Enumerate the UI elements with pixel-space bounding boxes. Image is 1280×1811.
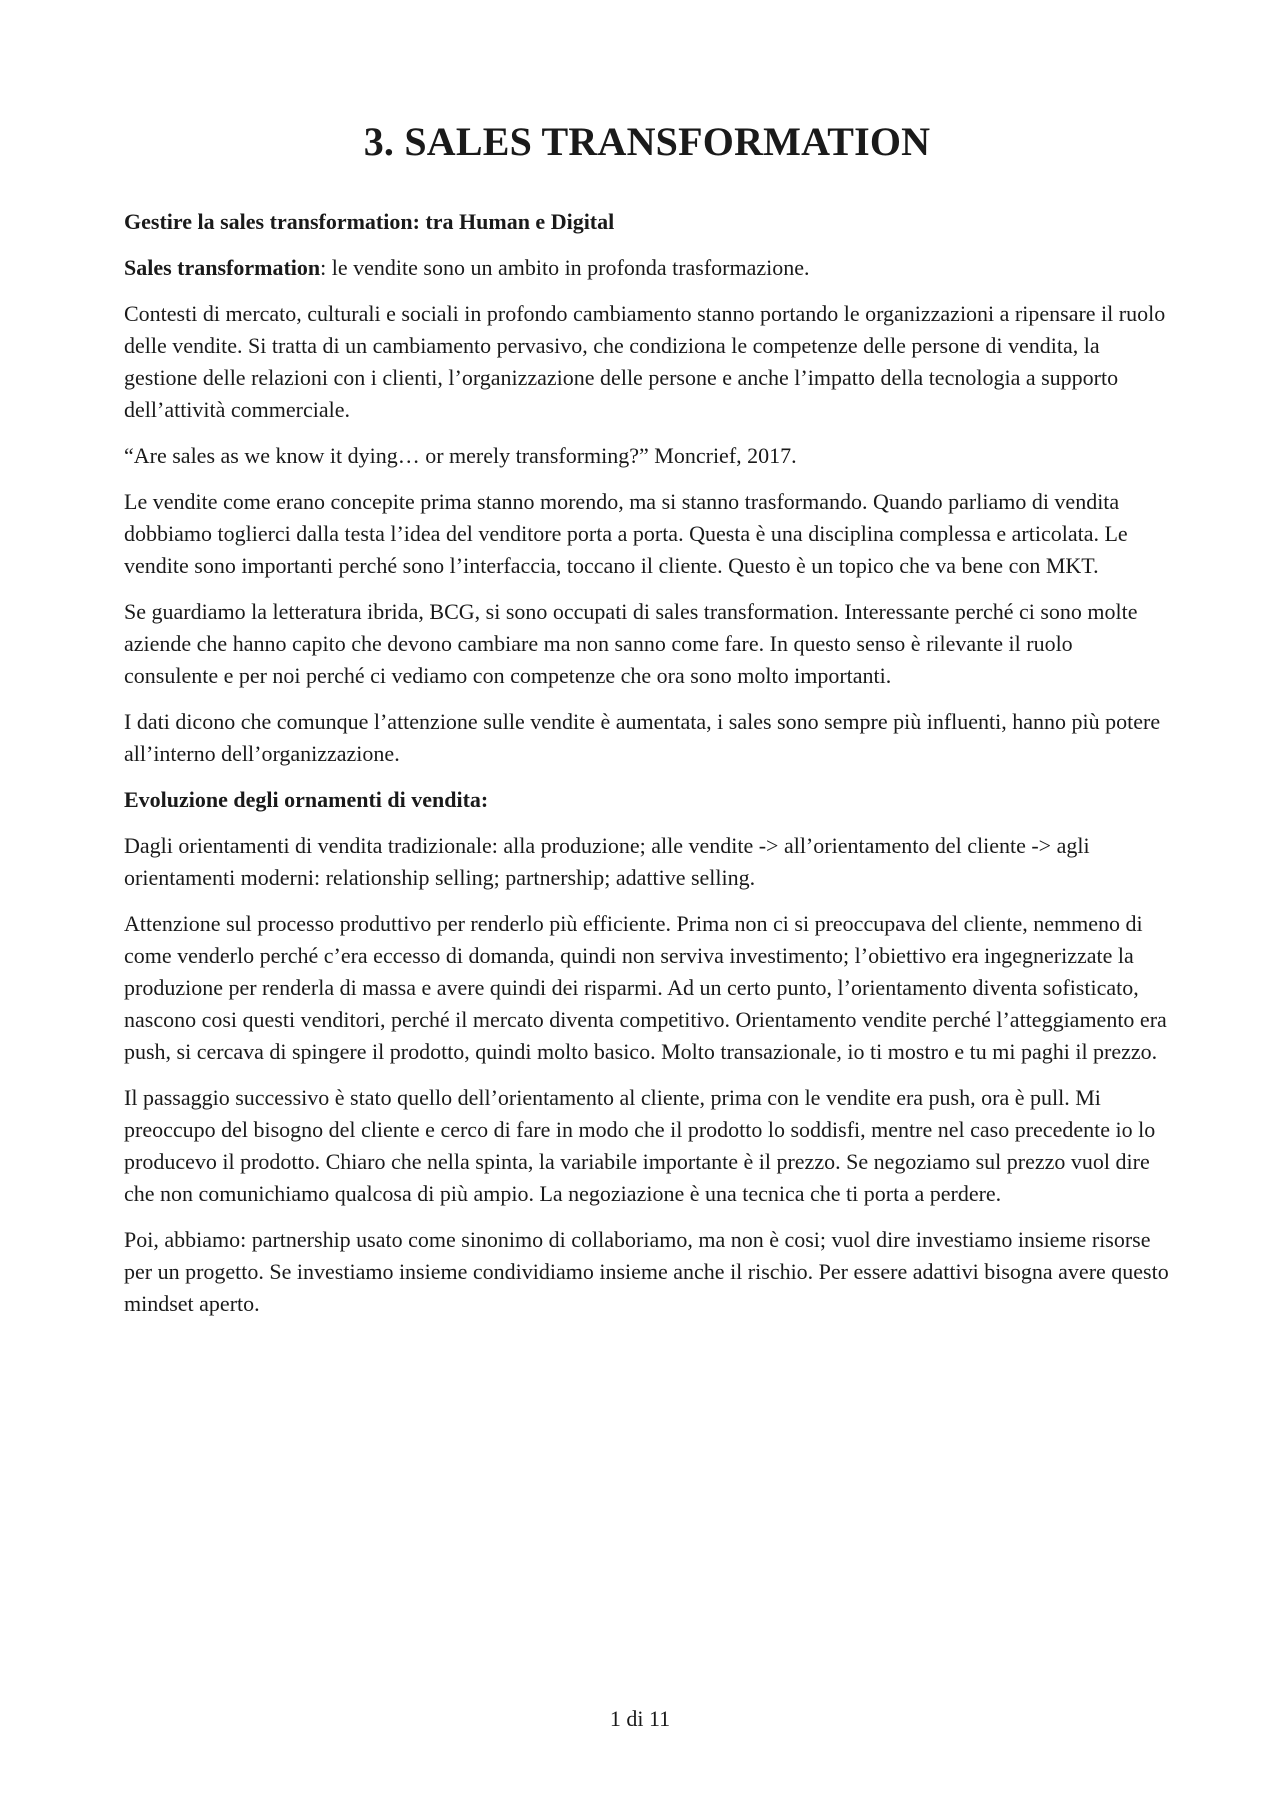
paragraph-literature: Se guardiamo la letteratura ibrida, BCG, si sono occupati di sales transformation. Interessante perché ci sono molte aziende che hanno capito che devono cambiare ma non sanno come fare. In questo senso è rilevante il ruolo consulente e per noi perché ci vediamo con competenze che ora sono molto importanti.: [124, 599, 1138, 688]
section-heading-evolution: Evoluzione degli ornamenti di vendita:: [124, 787, 489, 812]
section-heading-human-digital: Gestire la sales transformation: tra Human e Digital: [124, 209, 615, 234]
paragraph-lead-term: Sales transformation: [124, 255, 321, 280]
paragraph-sales-transformation: [124, 252, 1170, 284]
document-page: [124, 118, 1170, 1334]
paragraph-production-process: Attenzione sul processo produttivo per renderlo più efficiente. Prima non ci si preoccupava del cliente, nemmeno di come venderlo perché c’era eccesso di domanda, quindi non serviva investimento; l’obiettivo era ingegnerizzate la produzione per renderla di massa e avere quindi dei risparmi. Ad un certo punto, l’orientamento diventa sofisticato, nascono cosi questi venditori, perché il mercato diventa competitivo. Orientamento vendite perché l’atteggiamento era push, si cercava di spingere il prodotto, quindi molto basico. Molto transazionale, io ti mostro e tu mi paghi il prezzo.: [124, 911, 1167, 1064]
paragraph-customer-orientation: Il passaggio successivo è stato quello dell’orientamento al cliente, prima con le vendite era push, ora è pull. Mi preoccupo del bisogno del cliente e cerco di fare in modo che il prodotto lo soddisfi, mentre nel caso precedente io lo producevo il prodotto. Chiaro che nella spinta, la variabile importante è il prezzo. Se negoziamo sul prezzo vuol dire che non comunichiamo qualcosa di più ampio. La negoziazione è una tecnica che ti porta a perdere.: [124, 1085, 1156, 1206]
paragraph-lead-rest: : le vendite sono un ambito in profonda trasformazione.: [320, 255, 810, 280]
paragraph-orientations: Dagli orientamenti di vendita tradizionale: alla produzione; alle vendite -> all’orientamento del cliente -> agli orientamenti moderni: relationship selling; partnership; adattive selling.: [124, 833, 1090, 890]
paragraph-quote: “Are sales as we know it dying… or merely transforming?” Moncrief, 2017.: [124, 443, 797, 468]
page-number: 1 di 11: [609, 1706, 671, 1731]
paragraph-data: I dati dicono che comunque l’attenzione sulle vendite è aumentata, i sales sono sempre più influenti, hanno più potere all’interno dell’organizzazione.: [124, 709, 1161, 766]
paragraph-sales-dying: Le vendite come erano concepite prima stanno morendo, ma si stanno trasformando. Quando parliamo di vendita dobbiamo toglierci dalla testa l’idea del venditore porta a porta. Questa è una disciplina complessa e articolata. Le vendite sono importanti perché sono l’interfaccia, toccano il cliente. Questo è un topico che va bene con MKT.: [124, 489, 1128, 578]
paragraph-partnership: Poi, abbiamo: partnership usato come sinonimo di collaboriamo, ma non è cosi; vuol dire investiamo insieme risorse per un progetto. Se investiamo insieme condividiamo insieme anche il rischio. Per essere adattivi bisogna avere questo mindset aperto.: [124, 1227, 1169, 1316]
document-title: 3. SALES TRANSFORMATION: [363, 119, 931, 164]
paragraph-market-context: Contesti di mercato, culturali e sociali in profondo cambiamento stanno portando le organizzazioni a ripensare il ruolo delle vendite. Si tratta di un cambiamento pervasivo, che condiziona le competenze delle persone di vendita, la gestione delle relazioni con i clienti, l’organizzazione delle persone e anche l’impatto della tecnologia a supporto dell’attività commerciale.: [124, 301, 1166, 422]
